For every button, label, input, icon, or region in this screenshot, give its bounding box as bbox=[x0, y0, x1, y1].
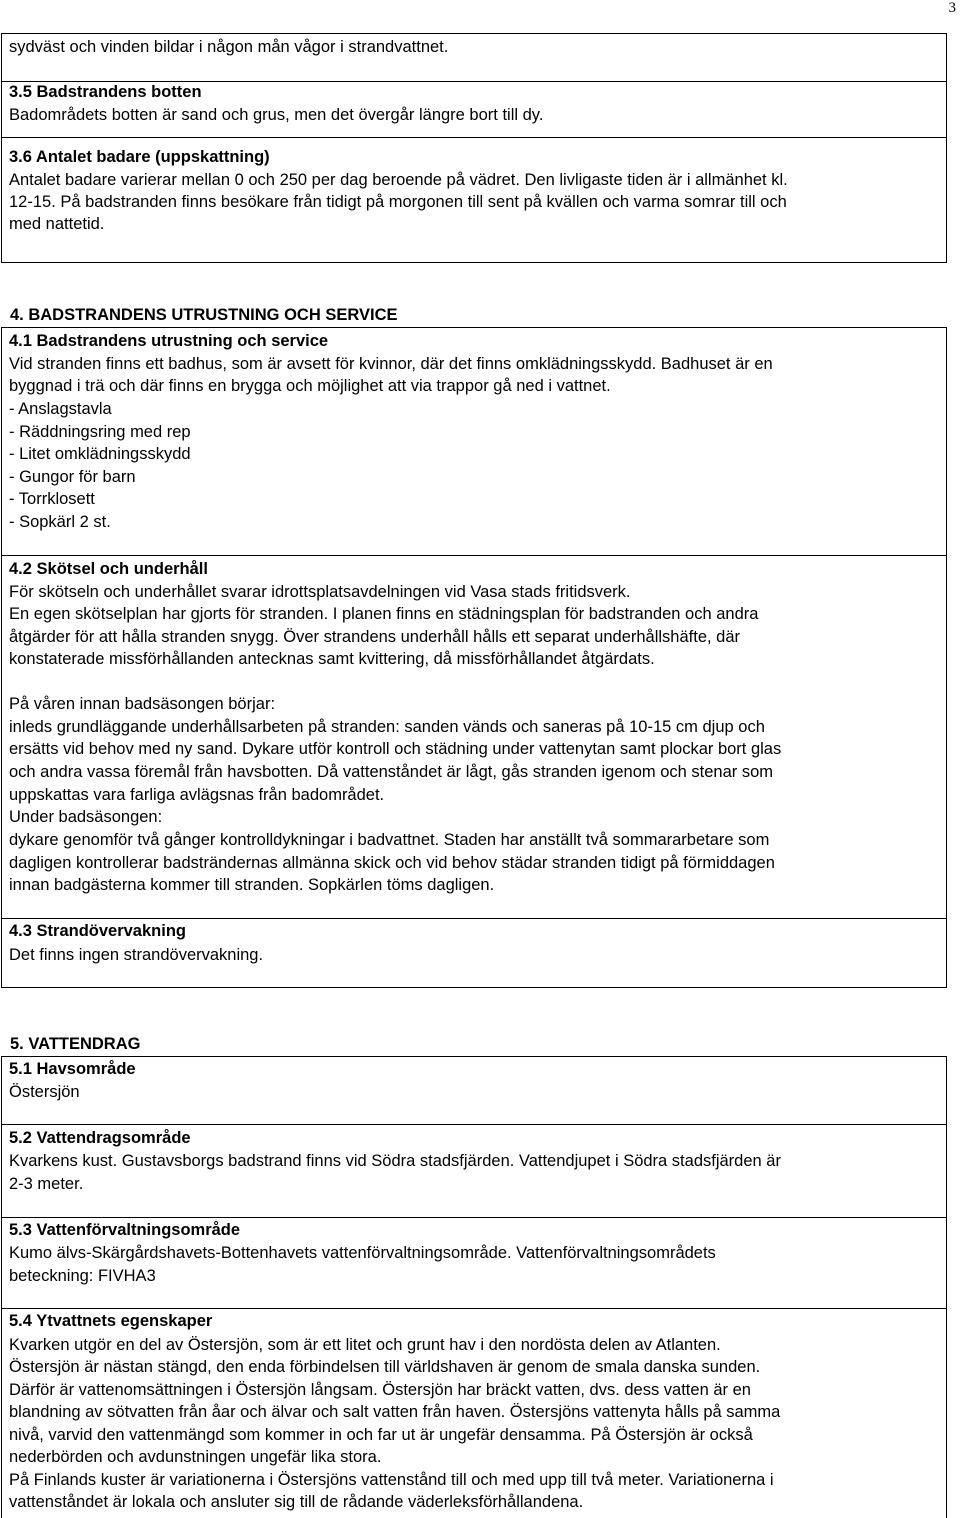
text-4-2-spring-line: innan badgästerna kommer till stranden. Sopkärlen töms dagligen. bbox=[9, 876, 495, 894]
text-4-2-spring-line: uppskattas vara farliga avlägsnas från badområdet. bbox=[9, 786, 385, 804]
heading-5-3: 5.3 Vattenförvaltningsområde bbox=[9, 1221, 241, 1239]
list-item: - Torrklosett bbox=[9, 490, 95, 508]
text-3-5: Badområdets botten är sand och grus, men det övergår längre bort till dy. bbox=[9, 106, 544, 124]
text-3-6-line: Antalet badare varierar mellan 0 och 250 per dag beroende på vädret. Den livligaste tiden är i allmänhet kl. bbox=[9, 171, 788, 189]
heading-4-3: 4.3 Strandövervakning bbox=[9, 922, 186, 940]
section-4-heading: 4. BADSTRANDENS UTRUSTNING OCH SERVICE bbox=[10, 306, 398, 324]
heading-3-6: 3.6 Antalet badare (uppskattning) bbox=[9, 148, 270, 166]
text-4-2-spring-line: och andra vassa föremål från havsbotten. Då vattenståndet är lågt, gås stranden igenom och stenar som bbox=[9, 763, 774, 781]
text-5-4-line: nederbörden och avdunstningen ungefär lika stora. bbox=[9, 1448, 382, 1466]
text-4-2-spring-line: dykare genomför två gånger kontrolldykningar i badvattnet. Staden har anställt två sommararbetare som bbox=[9, 831, 770, 849]
text-5-3-line: beteckning: FIVHA3 bbox=[9, 1267, 156, 1285]
text-5-4-line: blandning av sötvatten från åar och älvar och salt vatten från haven. Östersjöns vattenyta hålls på samma bbox=[9, 1403, 781, 1421]
text-4-2-line: åtgärder för att hålla stranden snygg. Över strandens underhåll hålls ett separat underhållshäfte, där bbox=[9, 628, 741, 646]
section-5-heading: 5. VATTENDRAG bbox=[10, 1035, 141, 1053]
text-5-4-line: Östersjön är nästan stängd, den enda förbindelsen till världshaven är genom de smala danska sunden. bbox=[9, 1358, 761, 1376]
text-5-4-line: Kvarken utgör en del av Östersjön, som är ett litet och grunt hav i den nordösta delen av Atlanten. bbox=[9, 1336, 721, 1354]
text-4-2-spring-line: På våren innan badsäsongen börjar: bbox=[9, 695, 276, 713]
heading-5-1: 5.1 Havsområde bbox=[9, 1060, 136, 1078]
text-5-4-line: Därför är vattenomsättningen i Östersjön långsam. Östersjön har bräckt vatten, dvs. dess vatten är en bbox=[9, 1381, 751, 1399]
list-item: - Räddningsring med rep bbox=[9, 423, 191, 441]
text-4-2-spring-line: Under badsäsongen: bbox=[9, 808, 163, 826]
page-number: 3 bbox=[948, 0, 956, 16]
text-5-4-line: vattenståndet är lokala och ansluter sig till de rådande väderleksförhållandena. bbox=[9, 1493, 584, 1511]
heading-5-2: 5.2 Vattendragsområde bbox=[9, 1129, 191, 1147]
heading-4-1: 4.1 Badstrandens utrustning och service bbox=[9, 332, 329, 350]
list-item: - Litet omklädningsskydd bbox=[9, 445, 191, 463]
text-4-3: Det finns ingen strandövervakning. bbox=[9, 946, 264, 964]
list-item: - Gungor för barn bbox=[9, 468, 136, 486]
text-5-2-line: 2-3 meter. bbox=[9, 1175, 84, 1193]
text-4-2-line: För skötseln och underhållet svarar idrottsplatsavdelningen vid Vasa stads fritidsverk. bbox=[9, 583, 631, 601]
text-4-2-line: konstaterade missförhållanden antecknas samt kvittering, då missförhållandet åtgärdats. bbox=[9, 650, 655, 668]
heading-4-2: 4.2 Skötsel och underhåll bbox=[9, 560, 208, 578]
heading-3-5: 3.5 Badstrandens botten bbox=[9, 83, 202, 101]
heading-5-4: 5.4 Ytvattnets egenskaper bbox=[9, 1312, 213, 1330]
text-5-2-line: Kvarkens kust. Gustavsborgs badstrand finns vid Södra stadsfjärden. Vattendjupet i Södra stadsfjärden är bbox=[9, 1152, 781, 1170]
text-3-6-line: med nattetid. bbox=[9, 215, 105, 233]
intro-line: sydväst och vinden bildar i någon mån vågor i strandvattnet. bbox=[9, 38, 449, 56]
text-4-1-line: Vid stranden finns ett badhus, som är avsett för kvinnor, där det finns omklädningsskydd. Badhuset är en bbox=[9, 355, 773, 373]
box-section-5-1 bbox=[1, 1056, 947, 1125]
text-4-2-line: En egen skötselplan har gjorts för stranden. I planen finns en städningsplan för badstranden och andra bbox=[9, 605, 759, 623]
text-4-2-spring-line: dagligen kontrollerar badsträndernas allmänna skick och vid behov städar stranden tidigt på förmiddagen bbox=[9, 854, 775, 872]
text-3-6-line: 12-15. På badstranden finns besökare från tidigt på morgonen till sent på kvällen och varma somrar till och bbox=[9, 193, 787, 211]
text-5-1: Östersjön bbox=[9, 1083, 80, 1101]
list-item: - Sopkärl 2 st. bbox=[9, 513, 111, 531]
list-item: - Anslagstavla bbox=[9, 400, 112, 418]
text-4-1-line: byggnad i trä och där finns en brygga och möjlighet att via trappor gå ned i vattnet. bbox=[9, 377, 611, 395]
text-4-2-spring-line: ersätts vid behov med ny sand. Dykare utför kontroll och städning under vattenytan samt plockar bort glas bbox=[9, 740, 782, 758]
text-4-2-spring-line: inleds grundläggande underhållsarbeten på stranden: sanden vänds och saneras på 10-15 cm djup och bbox=[9, 718, 765, 736]
text-5-4-line: På Finlands kuster är variationerna i Östersjöns vattenstånd till och med upp till två meter. Variationerna i bbox=[9, 1471, 774, 1489]
text-5-4-line: nivå, varvid den vattenmängd som kommer in och far ut är ungefär densamma. På Östersjön är också bbox=[9, 1426, 753, 1444]
text-5-3-line: Kumo älvs-Skärgårdshavets-Bottenhavets vattenförvaltningsområde. Vattenförvaltningsområdets bbox=[9, 1244, 716, 1262]
